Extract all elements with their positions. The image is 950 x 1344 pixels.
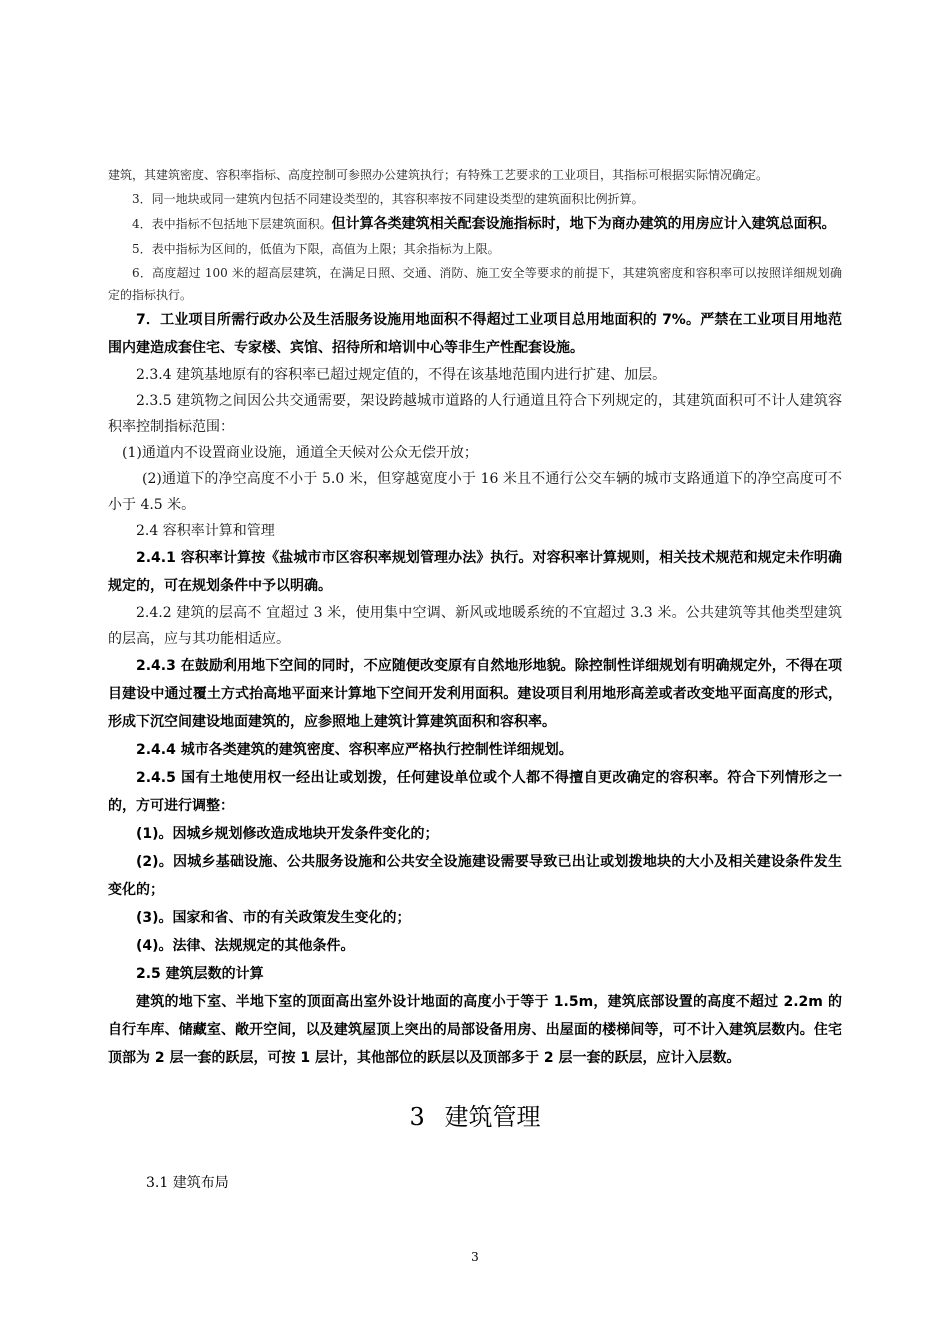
clause-2-3-5-item-2: (2)通道下的净空高度不小于 5.0 米，但穿越宽度小于 16 米且不通行公交车辆的城市支路通道下的净空高度可不小于 4.5 米。 bbox=[108, 471, 842, 513]
paragraph-note-7: 7．工业项目所需行政办公及生活服务设施用地面积不得超过工业项目总用地面积的 7%。严禁在工业项目用地范围内建造成套住宅、专家楼、宾馆、招待所和培训中心等非生产性配套设施。 bbox=[108, 312, 842, 356]
paragraph-note-continuation: 建筑，其建筑密度、容积率指标、高度控制可参照办公建筑执行；有特殊工艺要求的工业项目，其指标可根据实际情况确定。 bbox=[108, 168, 769, 182]
chapter-number: 3 bbox=[409, 1103, 425, 1131]
clause-2-4-2: 2.4.2 建筑的层高不 宜超过 3 米，使用集中空调、新风或地暖系统的不宜超过 3.3 米。公共建筑等其他类型建筑的层高，应与其功能相适应。 bbox=[108, 605, 842, 647]
heading-2-5: 2.5 建筑层数的计算 bbox=[136, 966, 264, 982]
paragraph-note-6: 6．高度超过 100 米的超高层建筑，在满足日照、交通、消防、施工安全等要求的前提下，其建筑密度和容积率可以按照详细规划确定的指标执行。 bbox=[108, 266, 842, 302]
chapter-heading bbox=[108, 1100, 842, 1134]
paragraph-note-4 bbox=[108, 212, 842, 236]
paragraph-note-5: 5．表中指标为区间的，低值为下限，高值为上限；其余指标为上限。 bbox=[132, 242, 500, 256]
note-4-bold: 但计算各类建筑相关配套设施指标时，地下为商办建筑的用房应计入建筑总面积。 bbox=[331, 216, 836, 232]
clause-2-5-body: 建筑的地下室、半地下室的顶面高出室外设计地面的高度小于等于 1.5m，建筑底部设置的高度不超过 2.2m 的自行车库、储藏室、敞开空间，以及建筑屋顶上突出的局部设备用房、出屋面的楼梯间等，可不计入建筑层数内。住宅顶部为 2 层一套的跃层，可按 1 层计，其他部位的跃层以及顶部多于 2 层一套的跃层，应计入层数。 bbox=[108, 994, 842, 1066]
heading-2-4: 2.4 容积率计算和管理 bbox=[136, 523, 275, 539]
clause-2-4-3: 2.4.3 在鼓励利用地下空间的同时，不应随便改变原有自然地形地貌。除控制性详细规划有明确规定外，不得在项目建设中通过覆土方式抬高地平面来计算地下空间开发利用面积。建设项目利用地形高差或者改变地平面高度的形式，形成下沉空间建设地面建筑的，应参照地上建筑计算建筑面积和容积率。 bbox=[108, 658, 842, 730]
clause-2-4-5-item-1: (1)。因城乡规划修改造成地块开发条件变化的； bbox=[136, 826, 439, 842]
clause-2-4-5-item-3: (3)。国家和省、市的有关政策发生变化的； bbox=[136, 910, 411, 926]
section-heading: 3.1 建筑布局 bbox=[146, 1175, 229, 1191]
clause-2-3-5: 2.3.5 建筑物之间因公共交通需要，架设跨越城市道路的人行通道且符合下列规定的，其建筑面积可不计人建筑容积率控制指标范围： bbox=[108, 393, 842, 435]
paragraph-note-3: 3．同一地块或同一建筑内包括不同建设类型的，其容积率按不同建设类型的建筑面积比例折算。 bbox=[132, 192, 644, 206]
page-number: 3 bbox=[471, 1250, 479, 1264]
clause-2-4-1: 2.4.1 容积率计算按《盐城市市区容积率规划管理办法》执行。对容积率计算规则，相关技术规范和规定未作明确规定的，可在规划条件中予以明确。 bbox=[108, 550, 842, 594]
clause-2-4-4: 2.4.4 城市各类建筑的建筑密度、容积率应严格执行控制性详细规划。 bbox=[136, 742, 573, 758]
clause-2-4-5-item-4: (4)。法律、法规规定的其他条件。 bbox=[136, 938, 355, 954]
note-4-regular: 4．表中指标不包括地下层建筑面积。 bbox=[132, 217, 332, 231]
clause-2-4-5: 2.4.5 国有土地使用权一经出让或划拨，任何建设单位或个人都不得擅自更改确定的容积率。符合下列情形之一的，方可进行调整： bbox=[108, 770, 842, 814]
chapter-title: 建筑管理 bbox=[444, 1103, 541, 1131]
clause-2-3-5-item-1: (1)通道内不设置商业设施，通道全天候对公众无偿开放； bbox=[122, 445, 478, 461]
clause-2-3-4: 2.3.4 建筑基地原有的容积率已超过规定值的，不得在该基地范围内进行扩建、加层。 bbox=[136, 367, 667, 383]
page-content bbox=[108, 164, 842, 1192]
clause-2-4-5-item-2: (2)。因城乡基础设施、公共服务设施和公共安全设施建设需要导致已出让或划拨地块的大小及相关建设条件发生变化的； bbox=[108, 854, 842, 898]
